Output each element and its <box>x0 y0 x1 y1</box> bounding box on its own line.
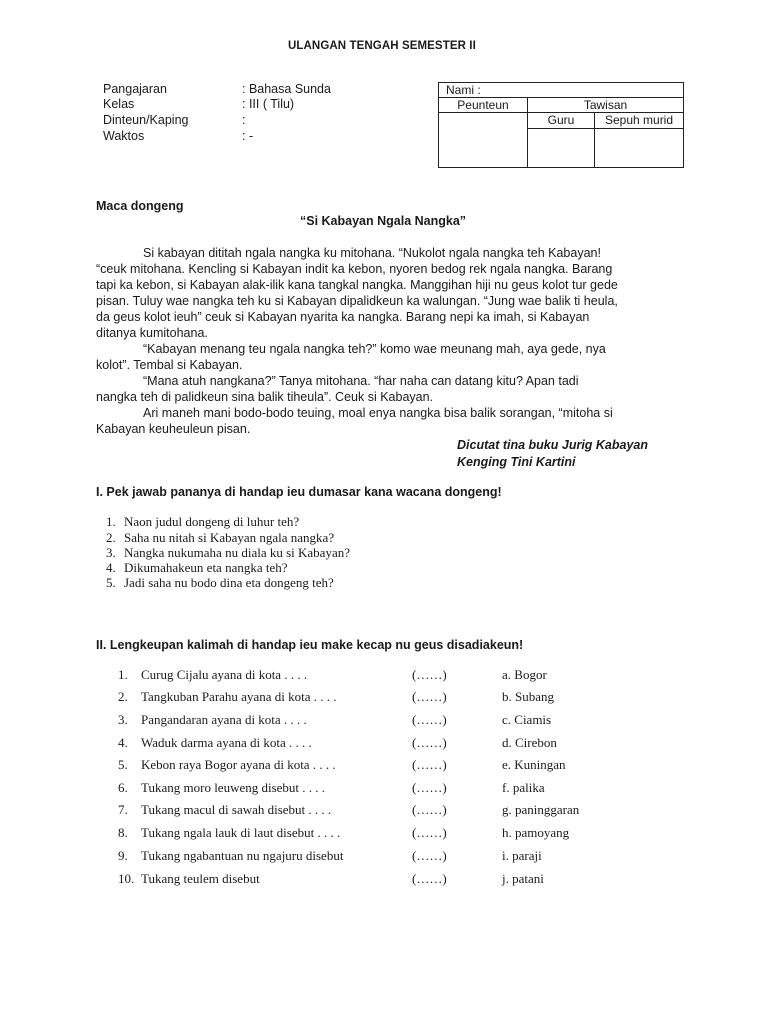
info-label-date: Dinteun/Kaping <box>103 113 189 127</box>
item-number: 1. <box>118 667 128 682</box>
answer-option: b. Subang <box>502 689 554 704</box>
matching-row <box>0 871 768 887</box>
item-text: Kebon raya Bogor ayana di kota . . . . <box>141 757 336 772</box>
exam-title: ULANGAN TENGAH SEMESTER II <box>288 40 476 52</box>
question-text: Dikumahakeun eta nangka teh? <box>124 560 288 575</box>
teacher-header: Guru <box>528 113 595 129</box>
answer-blank: (……) <box>412 802 447 817</box>
question-text: Naon judul dongeng di luhur teh? <box>124 514 300 529</box>
info-value-time: : - <box>242 129 254 143</box>
info-value-date: : <box>242 113 246 127</box>
matching-row <box>0 825 768 841</box>
answer-blank: (……) <box>412 689 447 704</box>
answer-option: f. palika <box>502 780 545 795</box>
teacher-signature-cell <box>528 129 595 168</box>
answer-option: a. Bogor <box>502 667 547 682</box>
answer-option: d. Cirebon <box>502 735 557 750</box>
source-author: Kenging Tini Kartini <box>457 455 576 469</box>
list-item <box>0 560 768 576</box>
story-title: “Si Kabayan Ngala Nangka” <box>300 214 467 228</box>
list-item <box>0 575 768 591</box>
section1-heading: I. Pek jawab pananya di handap ieu dumasar kana wacana dongeng! <box>96 485 502 499</box>
list-item <box>0 545 768 561</box>
matching-row <box>0 757 768 773</box>
info-value-class: : III ( Tilu) <box>242 97 295 111</box>
item-text: Waduk darma ayana di kota . . . . <box>141 735 312 750</box>
item-number: 9. <box>118 848 128 863</box>
item-number: 8. <box>118 825 128 840</box>
answer-option: c. Ciamis <box>502 712 552 727</box>
answer-option: i. paraji <box>502 848 542 863</box>
answer-option: e. Kuningan <box>502 757 566 772</box>
parent-signature-cell <box>595 129 684 168</box>
answer-blank: (……) <box>412 735 447 750</box>
question-number: 3. <box>106 545 116 560</box>
item-number: 2. <box>118 689 128 704</box>
matching-row <box>0 780 768 796</box>
signature-header: Tawisan <box>528 98 684 113</box>
reading-instruction: Maca dongeng <box>96 199 184 213</box>
story-line: Ari maneh mani bodo-bodo teuing, moal enya nangka bisa balik sorangan, “mitoha si <box>143 406 613 420</box>
question-number: 2. <box>106 530 116 545</box>
story-line: ditanya kumitohana. <box>96 326 208 340</box>
story-line: da geus kolot ieuh” ceuk si Kabayan nyarita ka nangka. Barang nepi ka imah, si Kabayan <box>96 310 590 324</box>
question-number: 4. <box>106 560 116 575</box>
item-text: Tangkuban Parahu ayana di kota . . . . <box>141 689 337 704</box>
answer-blank: (……) <box>412 712 447 727</box>
question-number: 5. <box>106 575 116 590</box>
answer-blank: (……) <box>412 757 447 772</box>
answer-blank: (……) <box>412 780 447 795</box>
list-item <box>0 514 768 530</box>
story-line: Kabayan keuheuleun pisan. <box>96 422 251 436</box>
name-cell: Nami : <box>439 83 684 98</box>
parent-header: Sepuh murid <box>595 113 684 129</box>
answer-option: h. pamoyang <box>502 825 570 840</box>
item-number: 7. <box>118 802 128 817</box>
story-line: “Kabayan menang teu ngala nangka teh?” komo wae meunang mah, aya gede, nya <box>143 342 606 356</box>
matching-row <box>0 712 768 728</box>
item-text: Tukang teulem disebut <box>141 871 260 886</box>
item-text: Tukang ngala lauk di laut disebut . . . . <box>141 825 341 840</box>
section2-heading: II. Lengkeupan kalimah di handap ieu make kecap nu geus disadiakeun! <box>96 638 524 652</box>
story-line: kolot”. Tembal si Kabayan. <box>96 358 243 372</box>
list-item <box>0 530 768 546</box>
answer-option: j. patani <box>502 871 544 886</box>
answer-option: g. paninggaran <box>502 802 580 817</box>
answer-blank: (……) <box>412 825 447 840</box>
answer-blank: (……) <box>412 871 447 886</box>
item-text: Curug Cijalu ayana di kota . . . . <box>141 667 308 682</box>
question-text: Jadi saha nu bodo dina eta dongeng teh? <box>124 575 334 590</box>
info-label-time: Waktos <box>103 129 145 143</box>
info-label-class: Kelas <box>103 97 135 111</box>
story-line: “Mana atuh nangkana?” Tanya mitohana. “har naha can datang kitu? Apan tadi <box>143 374 579 388</box>
story-line: nangka teh di palidkeun sina balik tiheula”. Ceuk si Kabayan. <box>96 390 434 404</box>
item-number: 5. <box>118 757 128 772</box>
matching-row <box>0 689 768 705</box>
score-header: Peunteun <box>439 98 528 113</box>
story-line: tapi ka kebon, si Kabayan alak-ilik kana tangkal nangka. Manggihan hiji nu geus kolot tur gede <box>96 278 618 292</box>
matching-row <box>0 848 768 864</box>
item-number: 3. <box>118 712 128 727</box>
item-number: 4. <box>118 735 128 750</box>
score-cell <box>439 113 528 168</box>
info-value-subject: : Bahasa Sunda <box>242 82 331 96</box>
matching-row <box>0 735 768 751</box>
answer-blank: (……) <box>412 667 447 682</box>
story-line: Si kabayan dititah ngala nangka ku mitohana. “Nukolot ngala nangka teh Kabayan! <box>143 246 601 260</box>
question-text: Nangka nukumaha nu diala ku si Kabayan? <box>124 545 350 560</box>
answer-blank: (……) <box>412 848 447 863</box>
source-citation: Dicutat tina buku Jurig Kabayan <box>457 438 649 452</box>
question-text: Saha nu nitah si Kabayan ngala nangka? <box>124 530 335 545</box>
matching-row <box>0 667 768 683</box>
item-text: Pangandaran ayana di kota . . . . <box>141 712 307 727</box>
item-text: Tukang ngabantuan nu ngajuru disebut <box>141 848 344 863</box>
story-line: “ceuk mitohana. Kencling si Kabayan indit ka kebon, nyoren bedog rek ngala nangka. Barang <box>96 262 613 276</box>
matching-row <box>0 802 768 818</box>
question-number: 1. <box>106 514 116 529</box>
story-line: pisan. Tuluy wae nangka teh ku si Kabayan dipalidkeun ka walungan. “Jung wae balik ti heula, <box>96 294 618 308</box>
item-number: 6. <box>118 780 128 795</box>
item-text: Tukang macul di sawah disebut . . . . <box>141 802 332 817</box>
score-table <box>438 82 684 168</box>
info-label-subject: Pangajaran <box>103 82 167 96</box>
item-number: 10. <box>118 871 135 886</box>
item-text: Tukang moro leuweng disebut . . . . <box>141 780 326 795</box>
